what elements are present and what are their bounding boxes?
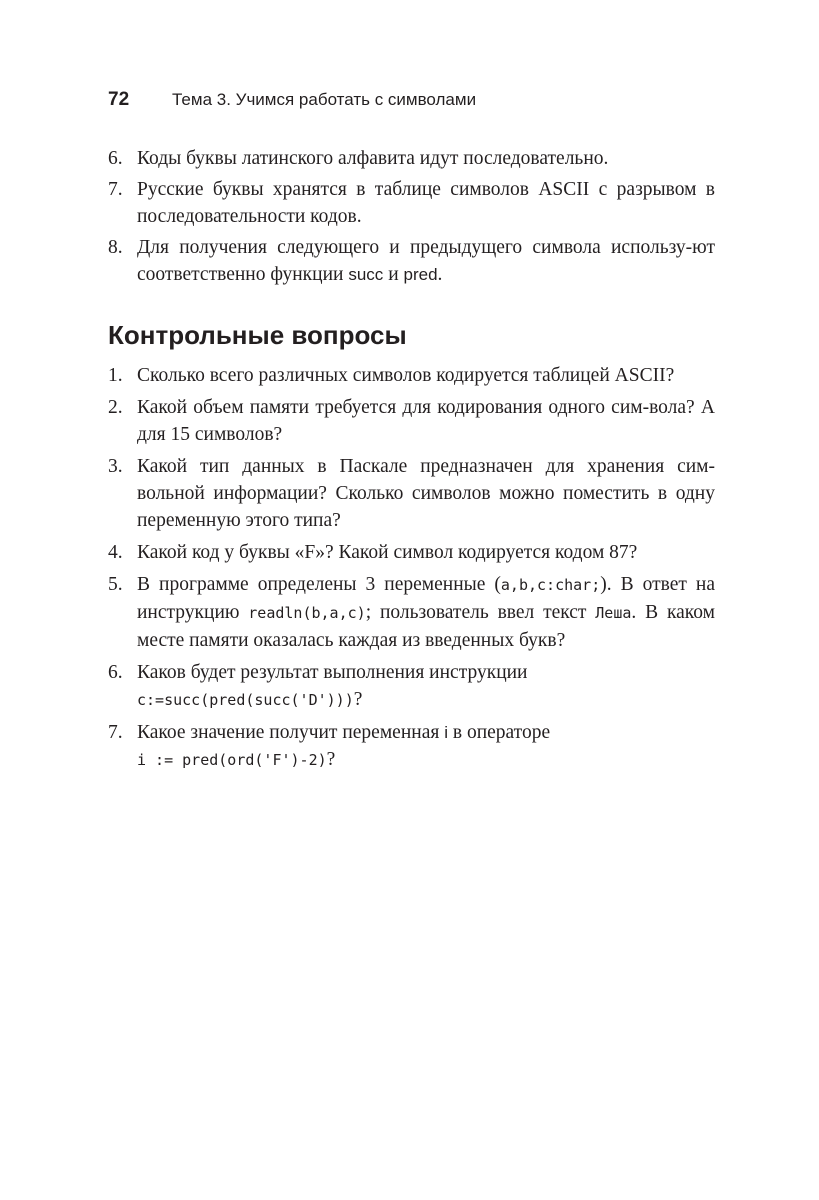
list-item [108,571,715,654]
section-heading: Контрольные вопросы [108,320,407,350]
list-item [108,362,715,389]
list-item [108,659,715,714]
questions-list [108,362,715,779]
item-text: Для получения следующего и предыдущего символа использу-ют соответственно функции [137,237,715,285]
running-title: Тема 3. Учимся работать с символами [172,90,477,109]
item-text-line [137,719,715,746]
item-text: Какое значение получит переменная [137,722,445,743]
item-number: 6. [108,148,123,169]
list-item [108,176,715,230]
code-fragment: a,b,c:char; [500,576,601,594]
code-fragment: Леша [595,604,632,622]
item-text: Какой объем памяти требуется для кодирования одного сим-вола? А для 15 символов? [137,397,715,445]
item-number: 1. [108,365,123,386]
list-item [108,145,715,172]
item-text: Какой код у буквы «F»? Какой символ кодируется кодом 87? [137,542,638,563]
item-text: Сколько всего различных символов кодируется таблицей ASCII? [137,365,675,386]
code-fragment: c:=succ(pred(succ('D'))) [137,691,354,709]
summary-list [108,145,715,292]
running-header [108,88,476,112]
item-number: 6. [108,662,123,683]
item-text: . [437,264,443,285]
item-text: . В каком месте памяти оказалась каждая из введенных букв? [137,602,715,651]
code-fragment: i := pred(ord('F')-2) [137,751,327,769]
item-number: 5. [108,574,123,595]
item-number: 4. [108,542,123,563]
code-line [137,686,715,714]
page-number: 72 [108,89,130,110]
item-text: и [383,264,404,285]
item-number: 8. [108,237,123,258]
variable-name: i [444,723,448,742]
code-fragment: readln(b,a,c) [248,604,366,622]
item-text: Коды буквы латинского алфавита идут последовательно. [137,148,609,169]
item-number: 3. [108,456,123,477]
item-text: в операторе [447,722,551,743]
list-item [108,453,715,534]
code-line [137,746,715,774]
item-text: ; пользователь ввел текст [365,602,596,623]
item-number: 7. [108,722,123,743]
list-item [108,719,715,774]
item-text: Русские буквы хранятся в таблице символов ASCII с разрывом в последовательности кодов. [137,179,715,227]
item-text: ? [326,749,336,770]
item-number: 2. [108,397,123,418]
code-fragment: pred [403,265,438,284]
item-text: В программе определены 3 переменные ( [137,574,501,595]
list-item [108,394,715,448]
list-item [108,234,715,288]
item-text: Какой тип данных в Паскале предназначен для хранения сим-вольной информации? Сколько символов можно поместить в одну переменную этого типа? [137,456,715,531]
item-text: Каков будет результат выполнения инструкции [137,662,528,683]
item-text: ). В ответ на инструкцию [137,574,716,623]
item-text: ? [353,689,363,710]
code-fragment: succ [348,265,384,284]
list-item [108,539,715,566]
item-number: 7. [108,179,123,200]
